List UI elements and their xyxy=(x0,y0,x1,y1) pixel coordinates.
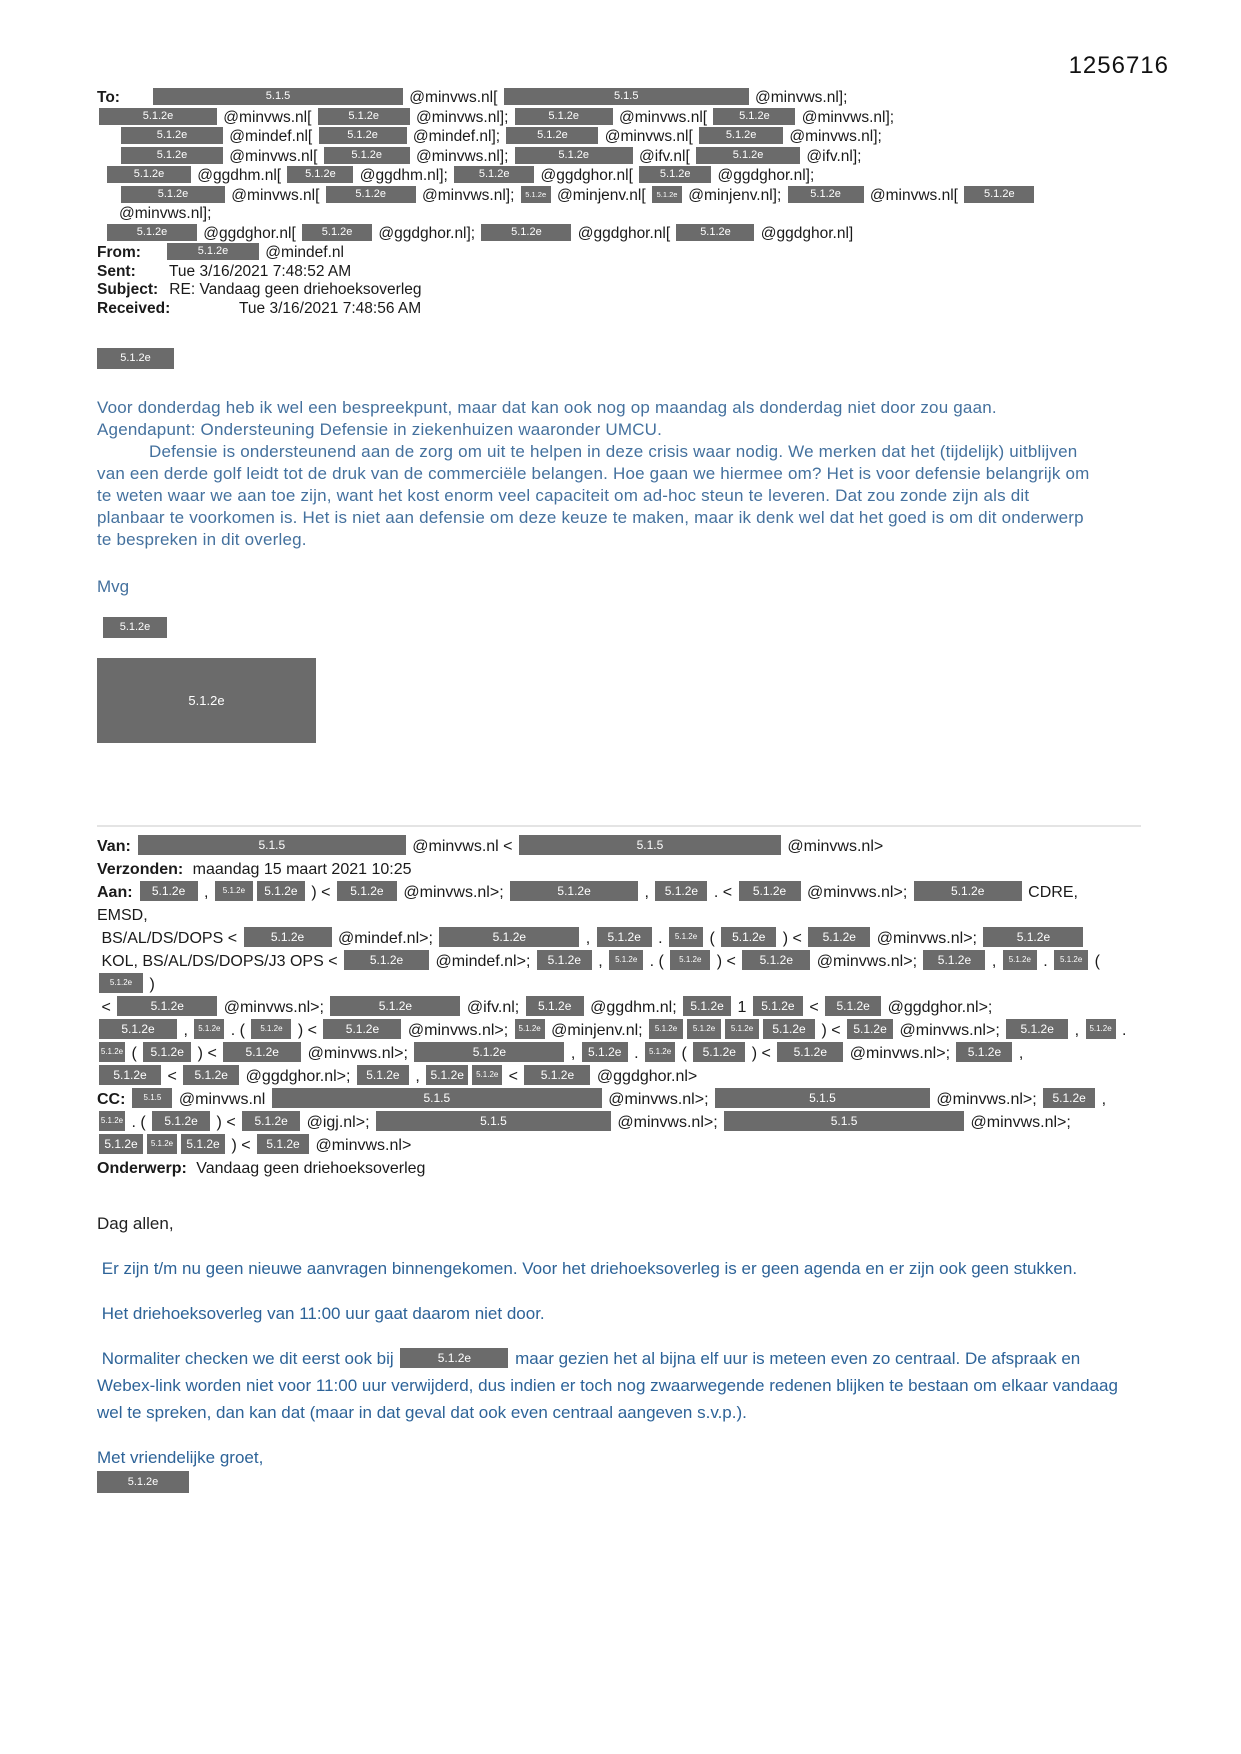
field-label: Van: xyxy=(97,838,131,855)
header-line xyxy=(97,1042,1132,1065)
text-fragment: @minvws.nl[ xyxy=(227,186,324,204)
body-paragraph: Defensie is ondersteunend aan de zorg om uit te helpen in deze crisis waar nodig. We merken dat het (tijdelijk) uitblijven van een derde golf leidt tot de druk van de commerciële belangen. Hoe gaan we hiermee om? Het is voor defensie belangrijk om te weten waar we aan toe zijn, want het kost enorm veel capaciteit om ad-hoc steun te leveren. Dat zou zonde zijn als dit planbaar te voorkomen is. Het is niet aan defensie om deze keuze te maken, maar ik denk wel dat het goed is om dit onderwerp te bespreken in dit overleg. xyxy=(97,442,1090,549)
redaction-box: 5.1.2e xyxy=(582,1042,628,1062)
body-paragraph xyxy=(97,1300,1132,1327)
redaction-box: 5.1.2e xyxy=(287,166,353,183)
text-fragment: @mindef.nl[ xyxy=(225,128,317,145)
field-label: Subject: xyxy=(97,281,159,298)
text-fragment: , xyxy=(593,953,608,970)
text-fragment: Tue 3/16/2021 7:48:56 AM xyxy=(235,299,426,317)
redaction-box: 5.1.2e xyxy=(597,927,652,947)
header-line xyxy=(97,950,1132,996)
text-fragment: @ggdghor.nl] xyxy=(756,224,858,242)
text-fragment: . xyxy=(1117,1022,1131,1039)
redaction-box: 5.1.5 xyxy=(715,1088,930,1108)
redaction-box: 5.1.2e xyxy=(324,147,410,164)
header-line xyxy=(97,88,1132,108)
text-fragment: RE: Vandaag geen driehoeksoverleg xyxy=(165,281,426,298)
redaction-box: 5.1.2e xyxy=(725,1019,759,1039)
redaction-box: 5.1.2e xyxy=(194,1019,224,1039)
redaction-box: 5.1.2e xyxy=(753,996,803,1016)
redaction-box: 5.1.2e xyxy=(439,927,579,947)
text-fragment: maar gezien het al bijna elf uur is meteen even zo centraal. De afspraak en Webex-link worden niet voor 11:00 uur verwijderd, dus indien er toch nog zwaarwegende redenen blijken te bestaan om elkaar vandaag wel te spreken, dan kan dat (maar in dat geval dat ook even centraal aangeven s.v.p.). xyxy=(97,1349,1123,1422)
redaction-box: 5.1.2e xyxy=(1006,1019,1068,1039)
redaction-box: 5.1.5 xyxy=(132,1088,172,1108)
header-line xyxy=(97,1019,1132,1042)
redaction-box: 5.1.2e xyxy=(472,1065,502,1085)
redaction-box: 5.1.2e xyxy=(788,186,864,203)
text-fragment: @ggdghor.nl>; xyxy=(241,1068,355,1085)
header-line xyxy=(97,243,1132,263)
redaction-box: 5.1.2e xyxy=(426,1065,468,1085)
header-line xyxy=(97,1134,1132,1157)
redaction-box: 5.1.2e xyxy=(847,1019,893,1039)
text-fragment: @minvws.nl>; xyxy=(872,930,982,947)
redaction-box: 5.1.2e xyxy=(257,1134,309,1154)
redaction-box: 5.1.2e xyxy=(506,127,598,144)
text-fragment: CDRE, EMSD, xyxy=(97,884,1083,924)
text-fragment: KOL, BS/AL/DS/DOPS/J3 OPS < xyxy=(97,953,342,970)
redaction-box: 5.1.2e xyxy=(713,108,795,125)
redaction-box: 5.1.2e xyxy=(696,147,800,164)
text-fragment: ) < xyxy=(227,1137,256,1154)
text-fragment: @ggdghor.nl[ xyxy=(536,167,638,184)
text-fragment: @mindef.nl xyxy=(261,244,349,261)
field-label: Aan: xyxy=(97,884,133,901)
text-fragment: < xyxy=(504,1068,523,1085)
text-fragment: @minvws.nl[ xyxy=(219,108,316,126)
text-fragment: ) < xyxy=(747,1045,776,1062)
redaction-box: 5.1.2e xyxy=(645,1042,675,1062)
text-fragment: . ( xyxy=(226,1022,250,1039)
text-fragment: < xyxy=(804,999,824,1016)
email1-signature-block-redaction xyxy=(97,658,1132,745)
field-label: CC: xyxy=(97,1091,126,1108)
redaction-box: 5.1.2e xyxy=(215,881,253,901)
text-fragment: ) < xyxy=(193,1045,222,1062)
redaction-box: 5.1.2e xyxy=(251,1019,291,1039)
text-fragment: Normaliter checken we dit eerst ook bij xyxy=(97,1349,399,1368)
text-fragment: , xyxy=(410,1068,425,1085)
text-fragment: Het driehoeksoverleg van 11:00 uur gaat daarom niet door. xyxy=(97,1304,550,1323)
redaction-box: 5.1.2e xyxy=(99,1134,143,1154)
redaction-box: 5.1.2e xyxy=(676,224,754,241)
redaction-box: 5.1.2e xyxy=(521,186,551,203)
text-fragment: 1 xyxy=(733,999,751,1016)
text-fragment: . ( xyxy=(127,1114,151,1131)
redaction-box: 5.1.2e xyxy=(669,927,703,947)
redaction-box: 5.1.2e xyxy=(326,186,416,203)
redaction-box: 5.1.2e xyxy=(107,224,197,241)
redaction-box: 5.1.5 xyxy=(724,1111,964,1131)
text-fragment: @minvws.nl>; xyxy=(802,884,912,901)
text-fragment: . < xyxy=(709,884,737,901)
text-fragment: Tue 3/16/2021 7:48:52 AM xyxy=(165,262,356,280)
text-fragment: @ggdghor.nl]; xyxy=(713,167,819,184)
body-paragraph xyxy=(97,1255,1132,1282)
email1-closing: Mvg xyxy=(97,577,130,596)
redaction-box: 5.1.2e xyxy=(1086,1019,1116,1039)
text-fragment: @minvws.nl]; xyxy=(785,128,887,145)
text-fragment: @mindef.nl>; xyxy=(333,930,438,947)
redaction-box: 5.1.2e xyxy=(99,1042,125,1062)
redaction-box: 5.1.5 xyxy=(504,88,749,105)
redaction-box: 5.1.2e xyxy=(683,996,731,1016)
text-fragment: , xyxy=(581,930,595,947)
text-fragment: ( xyxy=(1090,953,1105,970)
text-fragment: ) < xyxy=(212,1114,241,1131)
text-fragment: ) < xyxy=(778,930,807,947)
redaction-box: 5.1.5 xyxy=(272,1088,602,1108)
redaction-box: 5.1.2e xyxy=(510,881,638,901)
text-fragment: , xyxy=(987,953,1001,970)
header-line xyxy=(97,835,1132,858)
text-fragment: . ( xyxy=(645,953,669,970)
header-line xyxy=(97,1088,1132,1111)
header-line xyxy=(97,881,1132,927)
email1-body xyxy=(97,397,1097,551)
redaction-box: 5.1.2e xyxy=(117,996,217,1016)
header-line xyxy=(97,348,1132,371)
redaction-box: 5.1.2e xyxy=(454,166,534,183)
text-fragment: Er zijn t/m nu geen nieuwe aanvragen binnengekomen. Voor het driehoeksoverleg is er geen agenda en er zijn ook geen stukken. xyxy=(97,1259,1082,1278)
redaction-box: 5.1.2e xyxy=(99,973,143,993)
text-fragment: @mindef.nl]; xyxy=(408,128,505,145)
redaction-box: 5.1.2e xyxy=(330,996,460,1016)
text-fragment: @minjenv.nl; xyxy=(546,1022,648,1039)
redaction-box: 5.1.2e xyxy=(481,224,571,241)
text-fragment: @minvws.nl[ xyxy=(865,186,963,204)
redaction-box: 5.1.2e xyxy=(99,1065,161,1085)
text-fragment: . xyxy=(653,930,668,947)
text-fragment: @minvws.nl>; xyxy=(403,1022,513,1039)
text-fragment: @minvws.nl> xyxy=(311,1137,416,1154)
email2-body xyxy=(97,1255,1132,1426)
text-fragment: @ggdghor.nl> xyxy=(592,1068,702,1085)
text-fragment: ( xyxy=(127,1045,142,1062)
text-fragment: @minjenv.nl[ xyxy=(552,186,650,204)
email1-signature-name-redaction xyxy=(97,617,1132,640)
field-label: To: xyxy=(97,89,120,106)
header-line xyxy=(97,617,1132,640)
redaction-box: 5.1.2e xyxy=(609,950,643,970)
text-fragment: @minvws.nl>; xyxy=(219,999,329,1016)
text-fragment: @ggdghor.nl]; xyxy=(374,224,480,242)
text-fragment: @minvws.nl>; xyxy=(895,1022,1005,1039)
body-paragraph xyxy=(97,1345,1132,1426)
field-label: Verzonden: xyxy=(97,861,184,878)
redaction-box: 5.1.2e xyxy=(103,617,167,638)
body-paragraph: Agendapunt: Ondersteuning Defensie in ziekenhuizen waaronder UMCU. xyxy=(97,420,663,439)
text-fragment: . xyxy=(1038,953,1053,970)
text-fragment: ) < xyxy=(712,953,741,970)
text-fragment: maandag 15 maart 2021 10:25 xyxy=(188,861,416,878)
redaction-box: 5.1.2e xyxy=(242,1111,300,1131)
header-line xyxy=(97,224,1132,244)
text-fragment: @minvws.nl>; xyxy=(398,884,509,901)
redaction-box: 5.1.2e xyxy=(721,927,776,947)
email2-closing: Met vriendelijke groet, xyxy=(97,1448,264,1467)
header-line xyxy=(97,300,1132,319)
redaction-box: 5.1.2e xyxy=(526,996,584,1016)
text-fragment: @minvws.nl]; xyxy=(750,89,852,106)
redaction-box: 5.1.2e xyxy=(319,127,407,144)
text-fragment: @minvws.nl]; xyxy=(417,186,519,204)
text-fragment: @minjenv.nl]; xyxy=(684,186,786,204)
text-fragment: ) xyxy=(145,976,160,993)
redaction-box: 5.1.2e xyxy=(167,243,259,260)
redaction-box: 5.1.2e xyxy=(337,881,397,901)
redaction-box: 5.1.2e xyxy=(414,1042,564,1062)
header-line xyxy=(97,127,1132,147)
redaction-box: 5.1.2e xyxy=(97,348,174,369)
redaction-box: 5.1.2e xyxy=(1003,950,1037,970)
redaction-box: 5.1.2e xyxy=(825,996,881,1016)
redaction-box: 5.1.2e xyxy=(649,1019,683,1039)
document-id-number: 1256716 xyxy=(1068,52,1169,79)
header-line xyxy=(97,996,1132,1019)
text-fragment: , xyxy=(1014,1045,1028,1062)
text-fragment: ) < xyxy=(306,884,335,901)
redaction-box: 5.1.2e xyxy=(515,1019,545,1039)
header-line xyxy=(97,1111,1132,1134)
redaction-box: 5.1.2e xyxy=(808,927,870,947)
redaction-box: 5.1.2e xyxy=(739,881,801,901)
text-fragment: < xyxy=(163,1068,182,1085)
redaction-box: 5.1.2e xyxy=(344,950,429,970)
field-label: Onderwerp: xyxy=(97,1160,187,1177)
redaction-box: 5.1.2e xyxy=(99,1111,125,1131)
redaction-box: 5.1.5 xyxy=(153,88,403,105)
redaction-box: 5.1.2e xyxy=(1043,1088,1095,1108)
redaction-box: 5.1.2e xyxy=(639,166,711,183)
text-fragment: @minvws.nl>; xyxy=(931,1091,1042,1108)
redaction-box: 5.1.2e xyxy=(652,186,682,203)
header-line xyxy=(97,166,1132,186)
text-fragment: @minvws.nl xyxy=(174,1091,270,1108)
redaction-box: 5.1.2e xyxy=(964,186,1034,203)
redaction-box: 5.1.2e xyxy=(515,147,633,164)
text-fragment: @minvws.nl[ xyxy=(614,108,712,126)
redaction-box: 5.1.2e xyxy=(97,658,316,743)
text-fragment: BS/AL/DS/DOPS < xyxy=(97,930,242,947)
email2-greeting: Dag allen, xyxy=(97,1214,174,1233)
field-label: Received: xyxy=(97,299,171,317)
document-content xyxy=(97,88,1132,1495)
redaction-box: 5.1.2e xyxy=(923,950,985,970)
header-line xyxy=(97,1471,1132,1495)
section-divider xyxy=(97,825,1141,827)
text-fragment: @ggdghor.nl>; xyxy=(883,999,997,1016)
text-fragment: @ifv.nl[ xyxy=(634,147,695,165)
text-fragment: , xyxy=(1097,1091,1111,1108)
email2-header-block xyxy=(97,835,1132,1180)
text-fragment: @ggdhm.nl[ xyxy=(193,167,286,184)
redaction-box: 5.1.2e xyxy=(121,147,223,164)
redaction-box: 5.1.2e xyxy=(693,1042,745,1062)
text-fragment: ( xyxy=(705,930,720,947)
field-label: Sent: xyxy=(97,262,136,280)
redaction-box: 5.1.2e xyxy=(400,1348,508,1368)
header-line xyxy=(97,281,1132,300)
redaction-box: 5.1.2e xyxy=(537,950,592,970)
redaction-box: 5.1.2e xyxy=(183,1065,239,1085)
redaction-box: 5.1.2e xyxy=(181,1134,225,1154)
redaction-box: 5.1.2e xyxy=(99,1019,177,1039)
redaction-box: 5.1.2e xyxy=(318,108,410,125)
text-fragment: . xyxy=(629,1045,644,1062)
text-fragment: ) < xyxy=(293,1022,322,1039)
text-fragment: @mindef.nl>; xyxy=(431,953,535,970)
redaction-box: 5.1.2e xyxy=(152,1111,210,1131)
redaction-box: 5.1.2e xyxy=(143,1042,191,1062)
header-line xyxy=(97,263,1132,282)
text-fragment: ) < xyxy=(817,1022,846,1039)
text-fragment: @minvws.nl[ xyxy=(600,128,698,145)
redaction-box: 5.1.2e xyxy=(914,881,1022,901)
redaction-box: 5.1.2e xyxy=(244,927,332,947)
header-line xyxy=(97,858,1132,881)
redaction-box: 5.1.2e xyxy=(99,108,217,125)
text-fragment: @minvws.nl]; xyxy=(411,147,513,165)
field-label: From: xyxy=(97,244,141,261)
text-fragment: , xyxy=(1070,1022,1084,1039)
redaction-box: 5.1.2e xyxy=(107,166,191,183)
header-line xyxy=(97,186,1132,224)
header-line xyxy=(97,658,1132,745)
redaction-box: 5.1.2e xyxy=(97,1471,189,1493)
text-fragment: ( xyxy=(677,1045,692,1062)
text-fragment: , xyxy=(566,1045,580,1062)
redaction-box: 5.1.2e xyxy=(302,224,372,241)
email1-to-block xyxy=(97,88,1132,243)
redaction-box: 5.1.2e xyxy=(147,1134,177,1154)
redaction-box: 5.1.2e xyxy=(140,881,198,901)
text-fragment: @minvws.nl>; xyxy=(845,1045,955,1062)
redaction-box: 5.1.2e xyxy=(687,1019,721,1039)
redaction-box: 5.1.2e xyxy=(699,127,783,144)
text-fragment: @minvws.nl>; xyxy=(612,1114,723,1131)
text-fragment: @minvws.nl[ xyxy=(405,89,502,106)
text-fragment: @minvws.nl>; xyxy=(966,1114,1076,1131)
redaction-box: 5.1.2e xyxy=(777,1042,843,1062)
text-fragment: @minvws.nl>; xyxy=(812,953,922,970)
redaction-box: 5.1.2e xyxy=(515,108,613,125)
redaction-box: 5.1.2e xyxy=(670,950,710,970)
email2-signature-redaction xyxy=(97,1471,1132,1495)
email1-greeting-redaction xyxy=(97,348,1132,371)
header-line xyxy=(97,1065,1132,1088)
text-fragment: @minvws.nl>; xyxy=(303,1045,413,1062)
redaction-box: 5.1.5 xyxy=(519,835,781,855)
redaction-box: 5.1.2e xyxy=(257,881,305,901)
redaction-box: 5.1.2e xyxy=(323,1019,401,1039)
redaction-box: 5.1.2e xyxy=(655,881,707,901)
text-fragment: @ifv.nl; xyxy=(462,999,524,1016)
redaction-box: 5.1.2e xyxy=(763,1019,815,1039)
text-fragment: @igj.nl>; xyxy=(302,1114,374,1131)
text-fragment: @ggdghor.nl[ xyxy=(573,224,675,242)
email1-meta-block xyxy=(97,243,1132,318)
text-fragment: Vandaag geen driehoeksoverleg xyxy=(191,1160,430,1177)
text-fragment: @minvws.nl < xyxy=(407,838,517,855)
redaction-box: 5.1.2e xyxy=(121,127,223,144)
body-paragraph: Voor donderdag heb ik wel een bespreekpunt, maar dat kan ook nog op maandag als donderdag niet door zou gaan. xyxy=(97,398,997,417)
header-line xyxy=(97,927,1132,950)
text-fragment: @minvws.nl]; xyxy=(411,108,513,126)
text-fragment: @ggdhm.nl; xyxy=(585,999,682,1016)
header-line xyxy=(97,147,1132,167)
text-fragment: @minvws.nl>; xyxy=(603,1091,713,1108)
text-fragment: @ggdghor.nl[ xyxy=(199,224,301,242)
redaction-box: 5.1.2e xyxy=(956,1042,1012,1062)
text-fragment: < xyxy=(97,999,116,1016)
redaction-box: 5.1.2e xyxy=(223,1042,301,1062)
redaction-box: 5.1.5 xyxy=(138,835,406,855)
text-fragment: @minvws.nl[ xyxy=(225,147,322,165)
text-fragment: , xyxy=(640,884,654,901)
redaction-box: 5.1.2e xyxy=(524,1065,590,1085)
text-fragment: @minvws.nl> xyxy=(782,838,888,855)
redaction-box: 5.1.2e xyxy=(121,186,225,203)
header-line xyxy=(97,108,1132,128)
text-fragment: @ggdhm.nl]; xyxy=(355,167,453,184)
redaction-box: 5.1.2e xyxy=(357,1065,409,1085)
text-fragment: , xyxy=(179,1022,193,1039)
redaction-box: 5.1.5 xyxy=(376,1111,611,1131)
text-fragment: @ifv.nl]; xyxy=(802,147,866,165)
redaction-box: 5.1.2e xyxy=(983,927,1083,947)
header-line xyxy=(97,1157,1132,1180)
text-fragment: @minvws.nl]; xyxy=(797,108,899,126)
text-fragment: @minvws.nl]; xyxy=(119,186,1041,222)
redaction-box: 5.1.2e xyxy=(1054,950,1088,970)
text-fragment: , xyxy=(199,884,213,901)
redaction-box: 5.1.2e xyxy=(742,950,810,970)
